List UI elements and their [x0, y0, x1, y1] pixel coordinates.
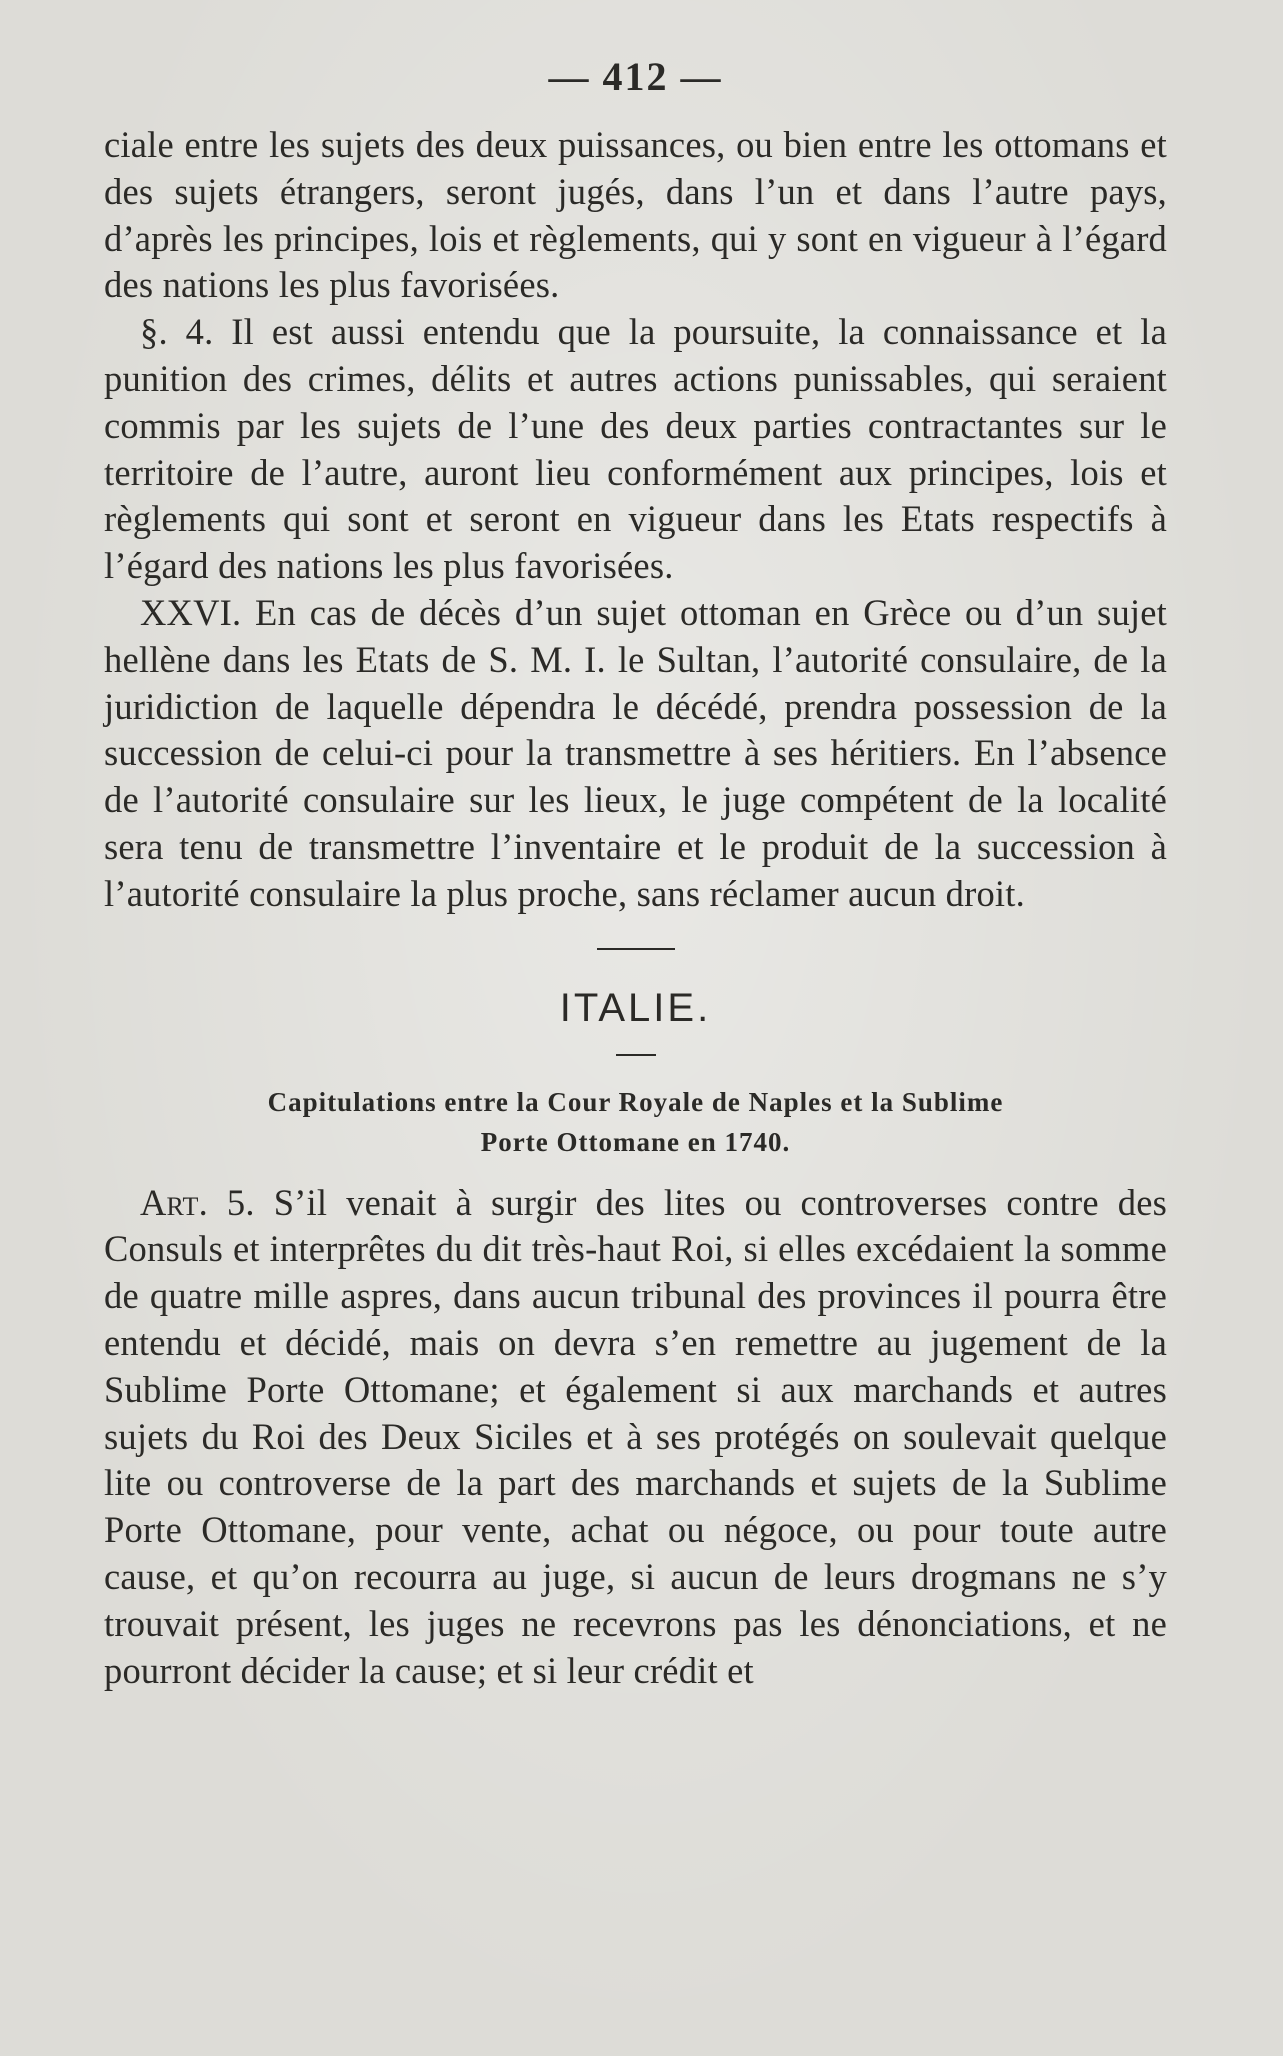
paragraph-article-xxvi: XXVI. En cas de décès d’un sujet ottoman en Grèce ou d’un sujet hellène dans les Etats de S. M. I. le Sultan, l’autorité consulaire, de la juridiction de laquelle dépendra le décédé, prendra possession de la succession de celui-ci pour la transmettre à ses héritiers. En l’absence de l’autorité consulaire sur les lieux, le juge compétent de la localité sera tenu de transmettre l’inventaire et le produit de la succession à l’autorité consulaire la plus proche, sans réclamer aucun droit.: [104, 591, 1167, 914]
section-title: ITALIE.: [559, 985, 712, 1030]
caption-line-1: Capitulations entre la Cour Royale de Naples et la Sublime: [267, 1086, 1004, 1117]
section-divider: [597, 948, 675, 950]
paragraph-section-4: §. 4. Il est aussi entendu que la poursuite, la connaissance et la punition des crimes, délits et autres actions punissables, qui seraient commis par les sujets de l’une des deux parties contractantes sur le territoire de l’autre, auront lieu conformément aux principes, lois et règlements qui sont et seront en vigueur dans les Etats respectifs à l’égard des nations les plus favorisées.: [104, 311, 1167, 587]
caption-line-2: Porte Ottomane en 1740.: [480, 1126, 791, 1157]
article-label: Art. 5.: [140, 1181, 255, 1223]
article-text: S’il venait à surgir des lites ou controverses contre des Consuls et interprêtes du dit très-haut Roi, si elles excédaient la somme de quatre mille aspres, dans aucun tribunal des provinces il pourra être entendu et décidé, mais on devra s’en remettre au jugement de la Sublime Porte Ottomane; et également si aux marchands et autres sujets du Roi des Deux Siciles et à ses protégés on soulevait quelque lite ou controverse de la part des marchands et sujets de la Sublime Porte Ottomane, pour vente, achat ou négoce, ou pour toute autre cause, et qu’on recourra au juge, si aucun de leurs drogmans ne s’y trouvait présent, les juges ne recevrons pas les dénonciations, et ne pourront décider la cause; et si leur crédit et: [104, 1181, 1168, 1691]
title-underline: [616, 1054, 656, 1056]
treaty-caption: [104, 1082, 1167, 1162]
paragraph-article-5: [104, 1180, 1167, 1695]
paragraph-continuation: ciale entre les sujets des deux puissances, ou bien entre les ottomans et des sujets étrangers, seront jugés, dans l’un et dans l’autre pays, d’après les principes, lois et règlements, qui y sont en vigueur à l’égard des nations les plus favorisées.: [104, 124, 1167, 306]
page-number: — 412 —: [548, 54, 723, 99]
